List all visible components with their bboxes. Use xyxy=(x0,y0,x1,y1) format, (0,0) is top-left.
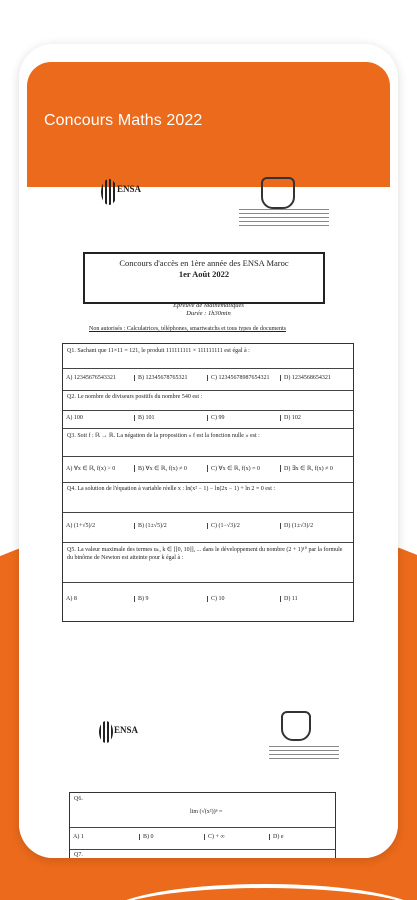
answer-cell: B) 0 xyxy=(140,834,205,840)
header-bar xyxy=(27,62,390,187)
answer-cell: D) 11 xyxy=(284,596,298,602)
crest-caption xyxy=(269,745,339,759)
answer-cell: C) 10 xyxy=(208,596,281,602)
answer-cell: C) + ∞ xyxy=(205,834,270,840)
question-table-page2 xyxy=(69,792,336,858)
answer-row xyxy=(63,582,353,619)
ensa-logo-pattern-icon xyxy=(99,721,113,743)
answer-cell: C) ∀x ∈ ℝ, f(x) = 0 xyxy=(208,465,281,472)
answer-cell: A) 12345676543321 xyxy=(63,375,135,381)
answer-cell: D) ∃x ∈ ℝ, f(x) ≠ 0 xyxy=(284,466,333,472)
crest-icon xyxy=(281,711,311,741)
answer-cell: B) 101 xyxy=(135,415,208,421)
answer-row xyxy=(63,368,353,391)
screen-card xyxy=(19,44,398,858)
ensa-logo-text: ENSA xyxy=(114,725,139,735)
answer-cell: D) 102 xyxy=(284,415,301,421)
answer-cell: D) (1±√3)/2 xyxy=(284,523,314,529)
answer-cell: D) 1234568654321 xyxy=(284,375,331,381)
question-row xyxy=(63,344,353,369)
answer-cell: A) 8 xyxy=(63,596,135,602)
question-row xyxy=(63,390,353,411)
question-expression: lim (√(x²))ⁿ = xyxy=(190,809,223,815)
answer-cell: C) 99 xyxy=(208,415,281,421)
question-label: Q7. xyxy=(74,852,83,858)
question-row xyxy=(63,428,353,457)
question-text: Q3. Soit f : ℝ → ℝ. La négation de la proposition « f est la fonction nulle » est : xyxy=(67,433,260,439)
crest-caption xyxy=(239,206,329,226)
ensa-logo xyxy=(101,179,141,205)
page-title: Concours Maths 2022 xyxy=(44,112,203,129)
ensa-logo-pattern-icon xyxy=(101,179,117,205)
document-title-box xyxy=(83,252,325,304)
document-notes: Non autorisés : Calculatrices, téléphones, smartwatchs et tous types de documents xyxy=(89,326,286,332)
answer-cell: B) 9 xyxy=(135,596,208,602)
answer-cell: D) e xyxy=(273,834,284,840)
question-text: Q2. Le nombre de diviseurs positifs du nombre 540 est : xyxy=(67,394,203,400)
exam-document-image[interactable] xyxy=(19,184,398,858)
answer-row xyxy=(70,827,335,850)
question-label: Q6. xyxy=(74,796,83,802)
question-row xyxy=(63,482,353,513)
answer-cell: A) 100 xyxy=(63,415,135,421)
answer-row xyxy=(63,456,353,483)
answer-cell: A) 1 xyxy=(70,834,140,840)
question-row xyxy=(70,793,335,828)
answer-row xyxy=(63,512,353,543)
document-subtitle-1: Epreuve de Mathématiques xyxy=(173,302,244,309)
ensa-logo-text: ENSA xyxy=(117,184,142,194)
document-title-line1: Concours d'accès en 1ère année des ENSA Maroc xyxy=(119,258,289,268)
document-title-line2: 1er Août 2022 xyxy=(178,269,230,279)
answer-cell: C) (1−√3)/2 xyxy=(208,523,281,529)
question-row xyxy=(63,542,353,583)
question-table xyxy=(62,343,354,622)
answer-cell: C) 12345678987654321 xyxy=(208,375,281,381)
answer-cell: B) 12345678765321 xyxy=(135,375,208,381)
question-text: Q4. La solution de l'équation à variable réelle x : ln(x² − 1) − ln(2x − 1) + ln 2 = 0 est : xyxy=(67,486,276,492)
crest-icon xyxy=(261,177,295,209)
answer-row xyxy=(63,410,353,429)
question-text: Q5. La valeur maximale des termes uₖ, k ∈ [[0, 10]], ... dans le développement du nombre (2 + 1)¹⁰ par la formule du binôme de Newton est atteinte pour k égal à : xyxy=(67,547,343,561)
document-subtitle-2: Durée : 1h30min xyxy=(186,310,231,317)
answer-cell: A) (1+√5)/2 xyxy=(63,523,135,529)
answer-cell: B) (1±√5)/2 xyxy=(135,523,208,529)
answer-cell: A) ∀x ∈ ℝ, f(x) > 0 xyxy=(63,465,135,472)
question-row xyxy=(70,849,335,858)
answer-cell: B) ∀x ∈ ℝ, f(x) ≠ 0 xyxy=(135,465,208,472)
question-text: Q1. Sachant que 11×11 = 121, le produit 111111111 × 111111111 est égal à : xyxy=(67,348,250,354)
ensa-logo-page2 xyxy=(99,721,139,743)
